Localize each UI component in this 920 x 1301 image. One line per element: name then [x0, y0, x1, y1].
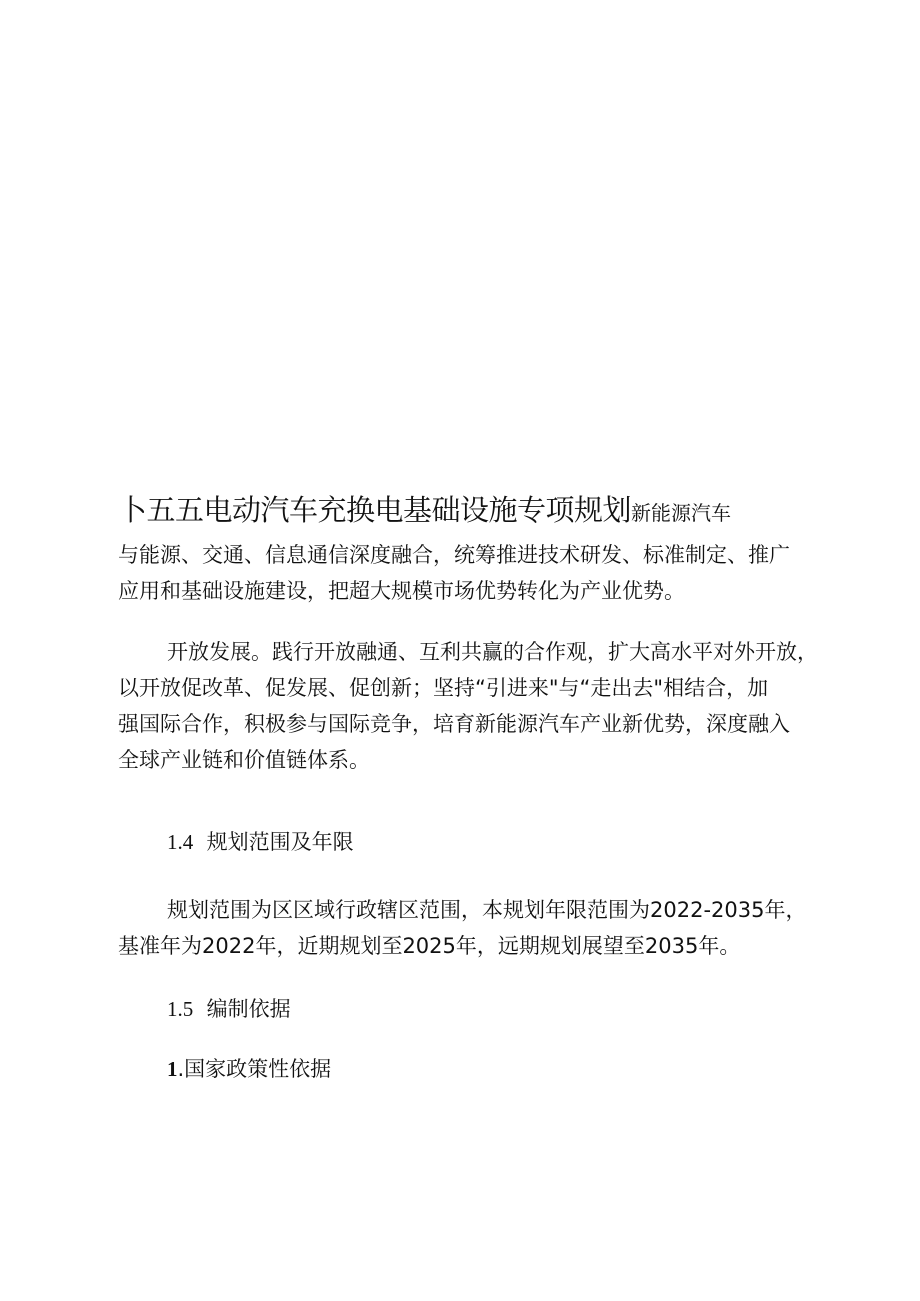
title-tail-text: 新能源汽车 — [631, 501, 732, 525]
open-development-paragraph — [118, 634, 818, 778]
paragraph-line: 应用和基础设施建设，把超大规模市场优势转化为产业优势。 — [118, 579, 685, 603]
heading-text: 规划范围及年限 — [206, 830, 354, 854]
paragraph-line: 以开放促改革、促发展、促创新；坚持“引进来"与“走出去"相结合，加 — [118, 676, 769, 700]
heading-number: 1.5 — [167, 997, 194, 1021]
paragraph-line: 基准年为2022年，近期规划至2025年，远期规划展望至2035年。 — [118, 934, 741, 958]
section-heading-1-5 — [167, 994, 291, 1024]
paragraph-line: 强国际合作，积极参与国际竞争，培育新能源汽车产业新优势，深度融入 — [118, 712, 790, 736]
document-title: 卜五五电动汽车充换电基础设施专项规划 — [118, 493, 632, 527]
subheading-number: 1 — [167, 1057, 178, 1081]
subheading-text: .国家政策性依据 — [177, 1057, 332, 1081]
scope-paragraph — [118, 892, 812, 964]
title-line — [118, 488, 812, 537]
intro-paragraph — [118, 488, 812, 609]
subheading-national-policy — [167, 1054, 331, 1084]
paragraph-line: 与能源、交通、信息通信深度融合，统筹推进技术研发、标准制定、推广 — [118, 543, 790, 567]
paragraph-line: 规划范围为区区域行政辖区范围，本规划年限范围为2022-2035年， — [167, 898, 807, 922]
heading-text: 编制依据 — [206, 997, 291, 1021]
paragraph-line: 全球产业链和价值链体系。 — [118, 748, 370, 772]
section-heading-1-4 — [167, 827, 354, 857]
paragraph-line: 开放发展。践行开放融通、互利共赢的合作观，扩大高水平对外开放， — [167, 640, 818, 664]
heading-number: 1.4 — [167, 830, 194, 854]
